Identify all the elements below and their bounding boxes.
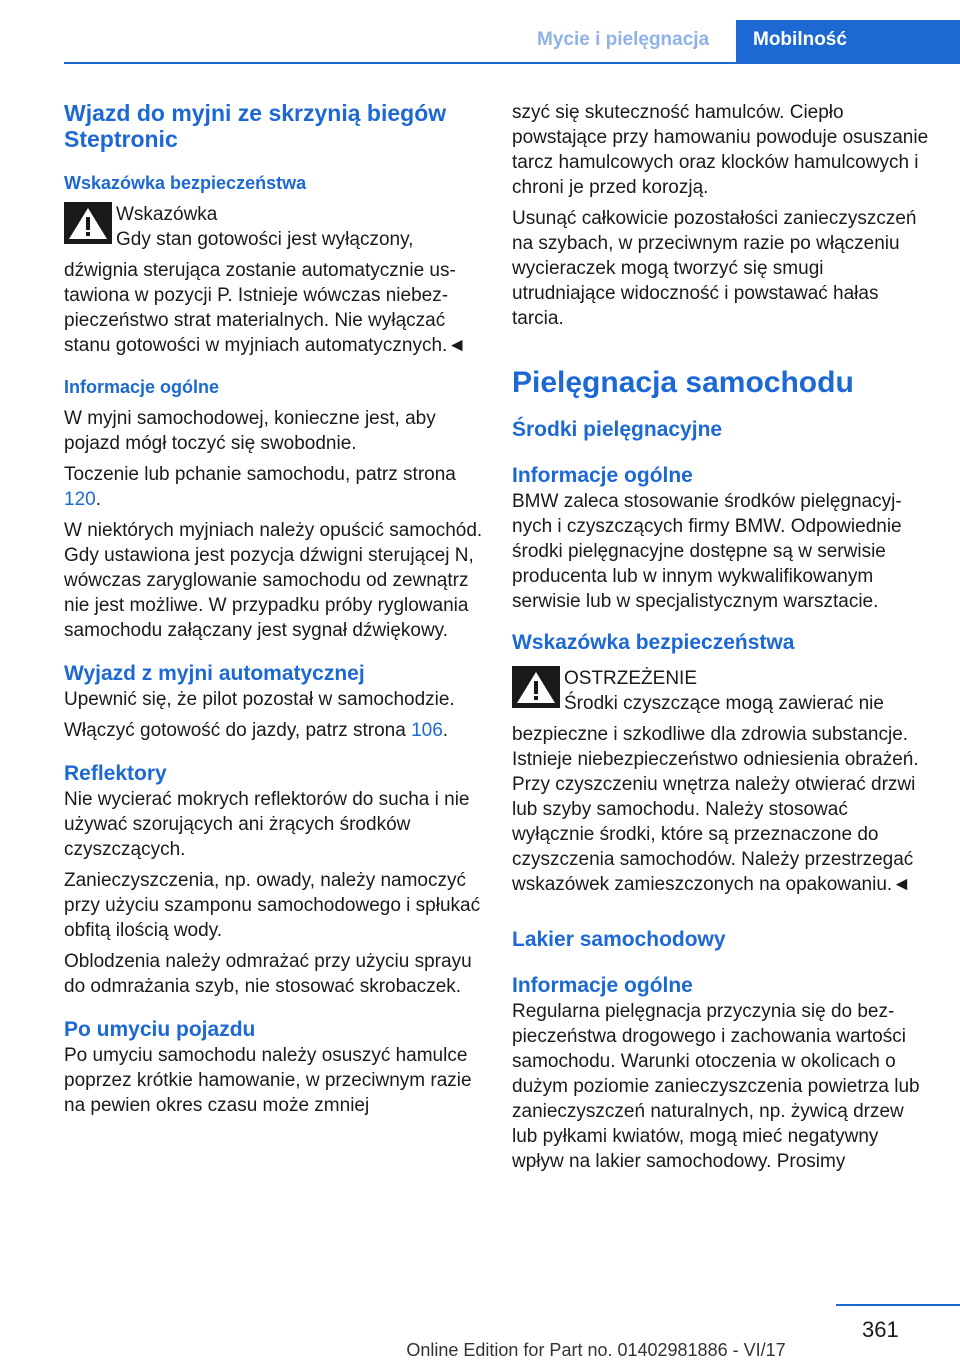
header-rule (64, 62, 960, 64)
paragraph-end: . (95, 489, 101, 510)
paragraph: Nie wycierać mokrych reflektorów do sucha i nie używać szorujących ani żrących środków czyszczących. (64, 789, 470, 860)
warning-label: Wskazówka (116, 204, 218, 225)
warning-block (512, 666, 932, 716)
paragraph: Po umyciu samochodu należy osuszyć hamulce poprzez krótkie hamowanie, w przeciwnym razie na pewien okres czasu może zmniej (64, 1045, 472, 1116)
warning-text: dźwignia sterująca zostanie automatycznie ustawiona w pozycji P. Istnieje wówczas niebezpieczeństwo strat materialnych. Nie wyłączać stanu gotowości w myjniach automatycznych.◄ (64, 260, 467, 356)
page-link-120[interactable]: 120 (64, 489, 96, 510)
warning-triangle-icon (512, 666, 560, 708)
reflectors-heading: Reflektory (64, 762, 167, 785)
warning-label: OSTRZEŻENIE (564, 668, 698, 689)
after-wash-heading: Po umyciu pojazdu (64, 1018, 256, 1041)
paragraph-with-link (64, 462, 484, 512)
paragraph: Oblodzenia należy odmrażać przy użyciu sprayu do odmrażania szyb, nie stosować skrobaczek. (64, 951, 472, 997)
left-column (64, 100, 484, 1124)
header-section-title: Mycie i pielęgnacja (537, 29, 710, 50)
warning-first-line: Środki czyszczące mogą zawierać nie (564, 693, 884, 714)
section-title-steptronic: Wjazd do myjni ze skrzynią biegów Steptronic (64, 100, 447, 152)
paragraph: Zanieczyszczenia, np. owady, należy namoczyć przy użyciu szamponu samochodowego i spłukać obfitą ilością wody. (64, 870, 481, 941)
warning-block (64, 202, 484, 252)
safety-heading: Wskazówka bezpieczeństwa (64, 173, 307, 193)
paint-heading: Lakier samochodowy (512, 928, 726, 951)
header-chapter-tab (736, 20, 960, 64)
exit-wash-heading: Wyjazd z myjni automatycznej (64, 662, 365, 685)
paragraph: Usunąć całkowicie pozostałości zanieczyszczeń na szybach, w przeciwnym razie po włączeniu wycieraczek mogą tworzyć się smugi utrudniające widoczność i powstawać hałas tarcia. (512, 208, 917, 329)
paragraph-text: Toczenie lub pchanie samochodu, patrz strona (64, 464, 456, 485)
paragraph-end: . (442, 720, 449, 741)
paragraph: Regularna pielęgnacja przyczynia się do bezpieczeństwa drogowego i zachowania wartości samochodu. Warunki otoczenia w okolicach o dużym poziomie zanieczyszczenia powietrza lub zanieczyszczeń naturalnych, np. żywicą drzew lub pyłkami kwiatów, mogą mieć negatywny wpływ na lakier samochodowy. Prosimy (512, 1001, 920, 1172)
care-products-heading: Środki pielęgnacyjne (512, 418, 723, 441)
general-info-heading: Informacje ogólne (64, 377, 220, 397)
general-info-heading: Informacje ogólne (512, 974, 693, 997)
edition-text: Online Edition for Part no. 01402981886 - VI/17 (406, 1340, 786, 1360)
page-link-106[interactable]: 106 (411, 720, 443, 741)
chapter-heading-car-care: Pielęgnacja samochodu (512, 366, 854, 399)
right-column (512, 100, 932, 1180)
paragraph: BMW zaleca stosowanie środków pielęgnacyjnych i czyszczących firmy BMW. Odpowiednie środki pielęgnacyjne dostępne są w serwisie producenta lub w innym wykwalifikowanym serwisie lub w specjalistycznym warsztacie. (512, 491, 902, 612)
paragraph: Upewnić się, że pilot pozostał w samochodzie. (64, 689, 455, 710)
paragraph: W niektórych myjniach należy opuścić samochód. Gdy ustawiona jest pozycja dźwigni sterującej N, wówczas zaryglowanie samochodu od zewnątrz nie jest możliwe. W przypadku próby ryglowania samochodu załączany jest sygnał dźwiękowy. (64, 520, 483, 641)
safety-heading: Wskazówka bezpieczeństwa (512, 631, 795, 654)
paragraph: W myjni samochodowej, konieczne jest, aby pojazd mógł toczyć się swobodnie. (64, 408, 436, 454)
paragraph-with-link (64, 718, 484, 743)
footer-rule (836, 1304, 960, 1306)
warning-text: bezpieczne i szkodliwe dla zdrowia substancje. Istnieje niebezpieczeństwo odniesienia obrażeń. Przy czyszczeniu wnętrza należy otwierać drzwi lub szyby samochodu. Należy stosować wyłącznie środki, które są przeznaczone do czyszczenia samochodów. Należy przestrzegać wskazówek zamieszczonych na opakowaniu.◄ (512, 724, 919, 895)
warning-first-line: Gdy stan gotowości jest wyłączony, (116, 229, 414, 250)
general-info-heading: Informacje ogólne (512, 464, 693, 487)
page-number: 361 (862, 1317, 899, 1342)
paragraph: szyć się skuteczność hamulców. Ciepło powstające przy hamowaniu powoduje osuszanie tarcz hamulcowych oraz klocków hamulcowych i chroni je przed korozją. (512, 102, 929, 198)
warning-triangle-icon (64, 202, 112, 244)
paragraph-text: Włączyć gotowość do jazdy, patrz strona (64, 720, 412, 741)
edition-note (0, 1340, 960, 1361)
header-chapter-label: Mobilność (753, 29, 847, 50)
